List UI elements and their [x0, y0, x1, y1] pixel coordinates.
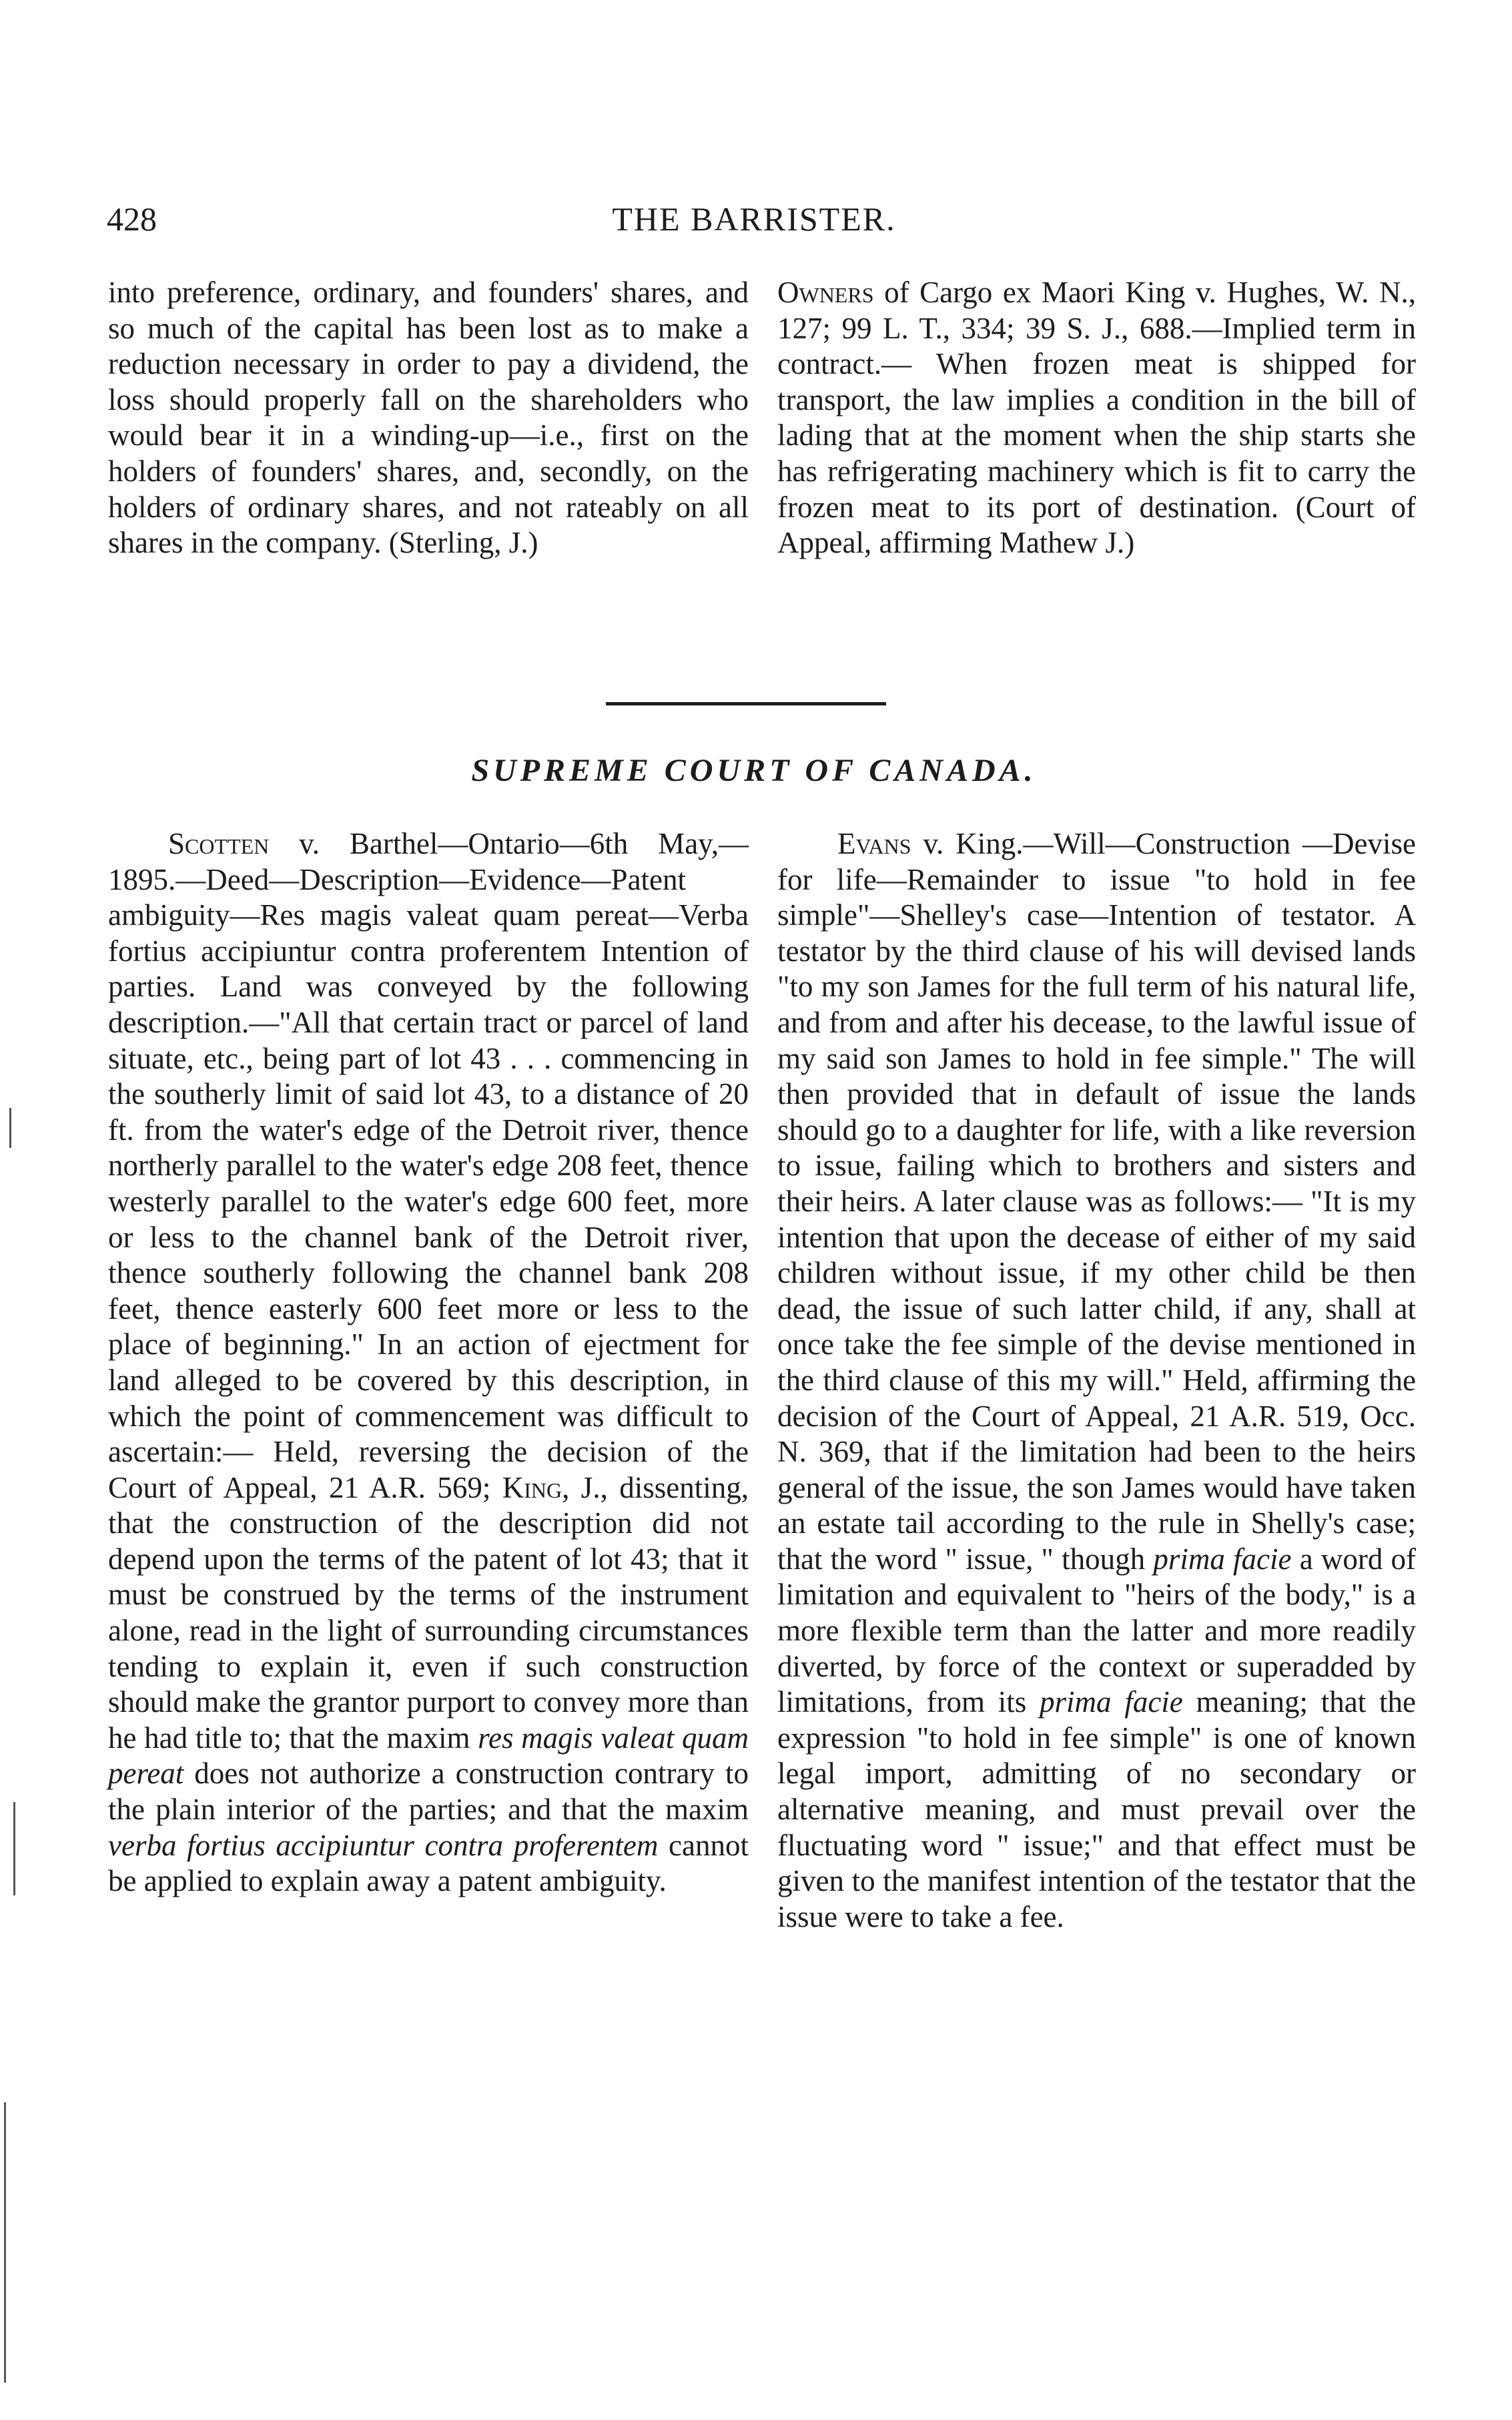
case-name-evans: Evans — [837, 827, 911, 860]
latin-prima-facie-2: prima facie — [1040, 1685, 1183, 1719]
latin-prima-facie-1: prima facie — [1153, 1542, 1292, 1576]
case-text-part3: does not authorize a construction contrary to the plain interior of the parties; and that the maxim — [108, 1757, 749, 1827]
scan-speck — [4, 2102, 6, 2383]
running-head — [107, 192, 1401, 246]
scan-speck — [13, 1802, 15, 1895]
evans-text-part1: v. King.—Will—Construction —Devise for life—Remainder to issue "to hold in fee simple"—Shelley's case—Intention of testator. A testator by the third clause of his will devised lands "to my son James for the full term of his natural life, and from and after his decease, to the lawful issue of my said son James to hold in fee simple." The will then provided that in default of issue the lands should go to a daughter for life, with a like reversion to issue, failing which to brothers and sisters and their heirs. A later clause was as follows:— "It is my intention that upon the decease of either of my said children without issue, if my other child be then dead, the issue of such latter child, if any, shall at once take the fee simple of the devise mentioned in the third clause of this my will." Held, affirming the decision of the Court of Appeal, 21 A.R. 519, Occ. N. 369, that if the limitation had been to the heirs general of the issue, the son James would have taken an estate tail according to the rule in Shelly's case; that the word " issue, " though — [777, 827, 1416, 1576]
top-left-text: into preference, ordinary, and founders' shares, and so much of the capital has been lost as to make a reduction necessary in order to pay a dividend, the loss should properly fall on the shareholders who would bear it in a winding-up—i.e., first on the holders of founders' shares, and, secondly, on the holders of ordinary shares, and not rateably on all shares in the company. (Sterling, J.) — [108, 276, 749, 560]
scan-speck — [9, 1108, 11, 1148]
case-scotten-v-barthel — [108, 826, 749, 1899]
case-name-scotten: Scotten — [168, 827, 270, 860]
top-right-paragraph — [777, 275, 1416, 561]
case-text-part4: cannot be applied to explain away a patent ambiguity. — [108, 1828, 749, 1898]
maxim-res-magis: res magis valeat quam pereat — [108, 1721, 749, 1791]
scan-margin-marks — [0, 0, 40, 2420]
evans-text-part3: meaning; that the expression "to hold in fee simple" is one of known legal import, admitting of no secondary or alternative meaning, and must prevail over the fluctuating word " issue;" and that effect must be given to the manifest intention of the testator that the issue were to take a fee. — [777, 1685, 1416, 1933]
judge-name-king: King — [502, 1470, 562, 1504]
top-right-text: of Cargo ex Maori King v. Hughes, W. N., 127; 99 L. T., 334; 39 S. J., 688.—Implied term in contract.— When frozen meat is shipped for transport, the law implies a condition in the bill of lading that at the moment when the ship starts she has refrigerating machinery which is fit to carry the frozen meat to its port of destination. (Court of Appeal, affirming Mathew J.) — [777, 276, 1416, 560]
top-left-paragraph — [108, 275, 749, 561]
case-name-owners: Owners — [777, 276, 874, 309]
case-text-part1: v. Barthel—Ontario—6th May,— 1895.—Deed—Description—Evidence—Patent ambiguity—Res magis valeat quam pereat—Verba fortius accipiuntur contra proferentem Intention of parties. Land was conveyed by the following description.—"All that certain tract or parcel of land situate, etc., being part of lot 43 . . . commencing in the southerly limit of said lot 43, to a distance of 20 ft. from the water's edge of the Detroit river, thence northerly parallel to the water's edge 208 feet, thence westerly parallel to the water's edge 600 feet, more or less to the channel bank of the Detroit river, thence southerly following the channel bank 208 feet, thence easterly 600 feet more or less to the place of beginning." In an action of ejectment for land alleged to be covered by this description, in which the point of commencement was difficult to ascertain:— Held, reversing the decision of the Court of Appeal, 21 A.R. 569; — [108, 827, 749, 1504]
page-number: 428 — [107, 200, 157, 238]
case-evans-v-king — [777, 826, 1416, 1935]
maxim-verba-fortius: verba fortius accipiuntur contra proferentem — [108, 1828, 659, 1862]
section-divider — [606, 702, 886, 705]
case-text-part2: , J., dissenting, that the construction of the description did not depend upon the terms of the patent of lot 43; that it must be construed by the terms of the instrument alone, read in the light of surrounding circumstances tending to explain it, even if such construction should make the grantor purport to convey more than he had title to; that the maxim — [108, 1470, 749, 1755]
section-heading: SUPREME COURT OF CANADA. — [471, 753, 1037, 788]
journal-title: THE BARRISTER. — [612, 200, 896, 238]
evans-text-part2: a word of limitation and equivalent to "heirs of the body," is a more flexible term than the latter and more readily diverted, by force of the context or superadded by limitations, from its — [777, 1542, 1417, 1719]
